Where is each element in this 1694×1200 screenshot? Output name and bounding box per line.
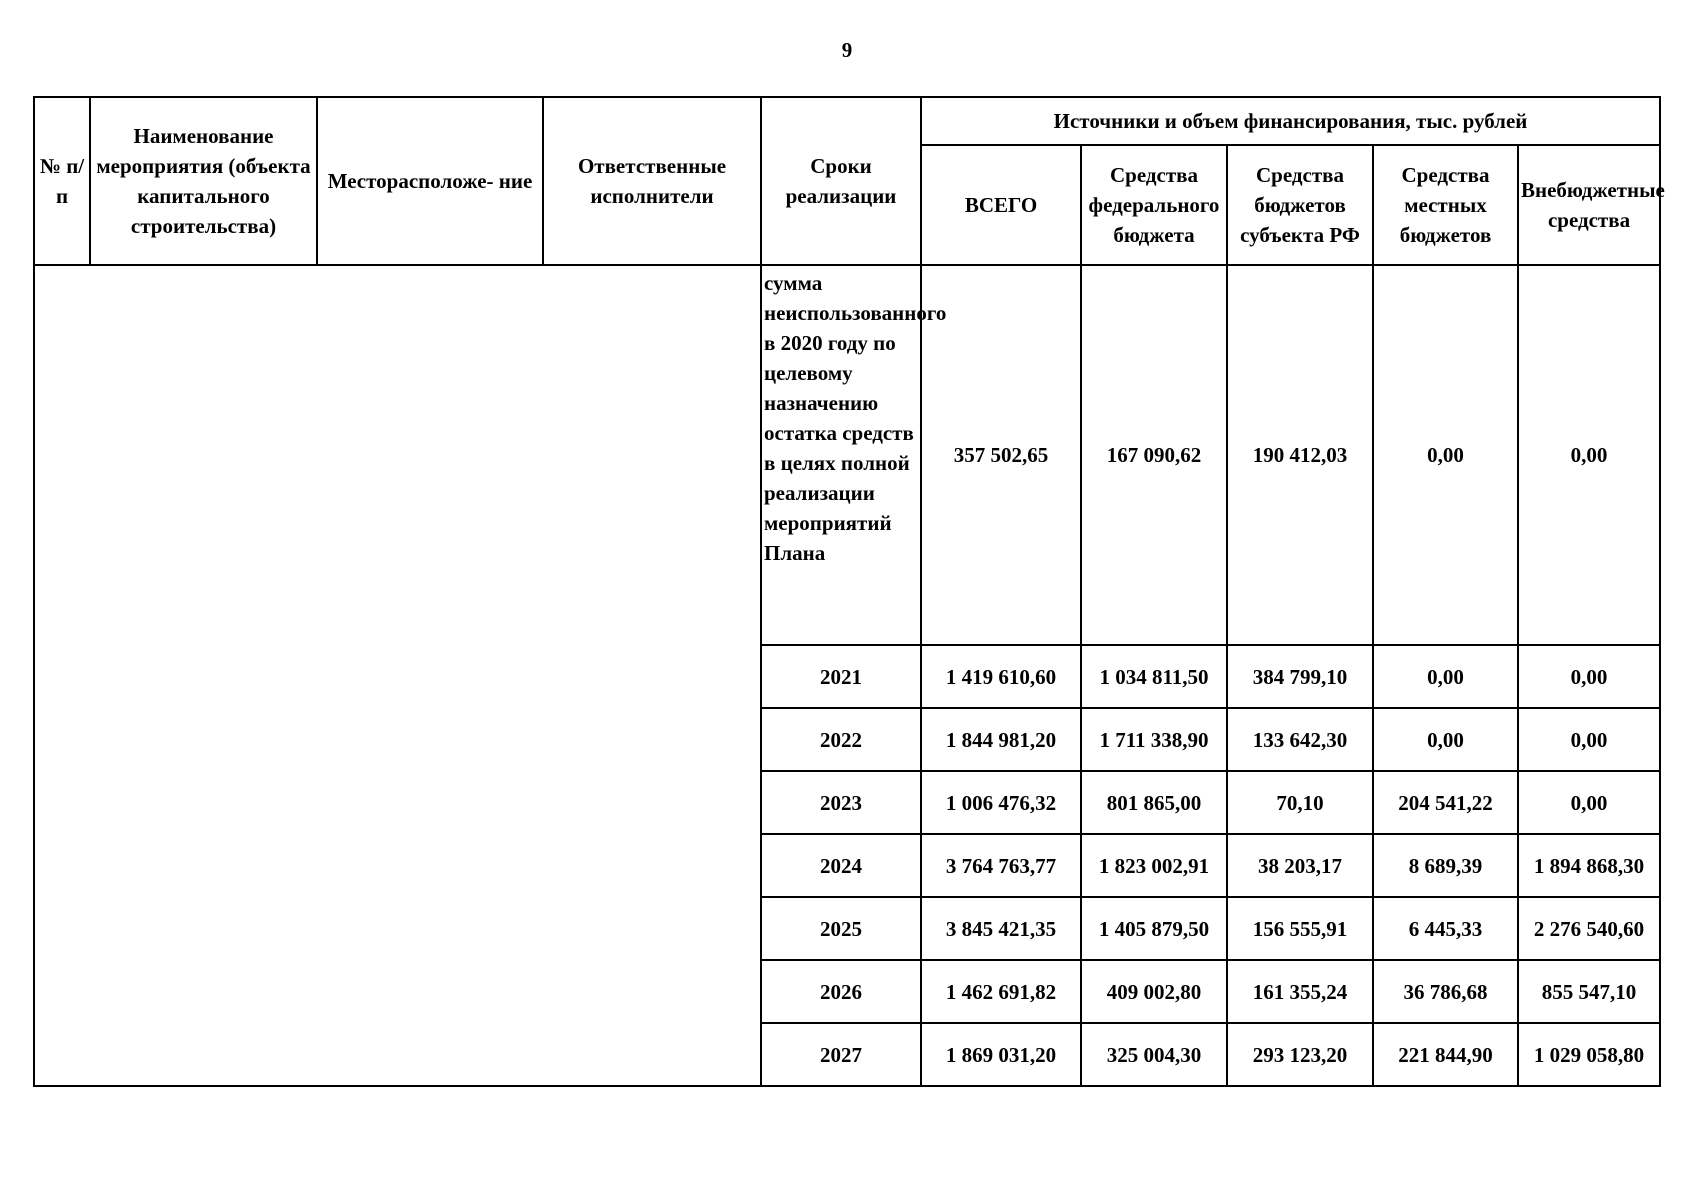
cell-subject: 384 799,10 xyxy=(1227,645,1373,708)
table-body xyxy=(34,265,1660,1086)
empty-merged-cell xyxy=(34,265,761,1086)
cell-federal: 1 405 879,50 xyxy=(1081,897,1227,960)
cell-federal: 325 004,30 xyxy=(1081,1023,1227,1086)
header-terms: Сроки реализации xyxy=(761,97,921,265)
header-funding-group: Источники и объем финансирования, тыс. рублей xyxy=(921,97,1660,145)
cell-total: 1 869 031,20 xyxy=(921,1023,1081,1086)
cell-term: 2023 xyxy=(761,771,921,834)
cell-local: 8 689,39 xyxy=(1373,834,1518,897)
cell-federal: 1 034 811,50 xyxy=(1081,645,1227,708)
cell-local: 0,00 xyxy=(1373,645,1518,708)
cell-term: 2024 xyxy=(761,834,921,897)
cell-total: 357 502,65 xyxy=(921,265,1081,645)
cell-total: 1 462 691,82 xyxy=(921,960,1081,1023)
cell-local: 0,00 xyxy=(1373,265,1518,645)
header-row-1 xyxy=(34,97,1660,145)
cell-total: 1 419 610,60 xyxy=(921,645,1081,708)
header-federal: Средства федерального бюджета xyxy=(1081,145,1227,265)
cell-federal: 801 865,00 xyxy=(1081,771,1227,834)
cell-local: 36 786,68 xyxy=(1373,960,1518,1023)
header-local: Средства местных бюджетов xyxy=(1373,145,1518,265)
cell-local: 221 844,90 xyxy=(1373,1023,1518,1086)
header-extra: Внебюджетные средства xyxy=(1518,145,1660,265)
cell-subject: 133 642,30 xyxy=(1227,708,1373,771)
cell-local: 204 541,22 xyxy=(1373,771,1518,834)
cell-subject: 38 203,17 xyxy=(1227,834,1373,897)
page-number: 9 xyxy=(841,38,853,62)
cell-subject: 156 555,91 xyxy=(1227,897,1373,960)
cell-total: 1 844 981,20 xyxy=(921,708,1081,771)
cell-extra: 1 894 868,30 xyxy=(1518,834,1660,897)
cell-term: 2026 xyxy=(761,960,921,1023)
term-note: сумма неиспользованного в 2020 году по целевому назначению остатка средств в целях полной реализации мероприятий Плана xyxy=(761,265,921,645)
cell-term: 2025 xyxy=(761,897,921,960)
cell-subject: 161 355,24 xyxy=(1227,960,1373,1023)
header-location: Месторасположе- ние xyxy=(317,97,543,265)
cell-subject: 190 412,03 xyxy=(1227,265,1373,645)
header-num: № п/п xyxy=(34,97,90,265)
header-total: ВСЕГО xyxy=(921,145,1081,265)
cell-federal: 1 823 002,91 xyxy=(1081,834,1227,897)
cell-federal: 409 002,80 xyxy=(1081,960,1227,1023)
cell-subject: 70,10 xyxy=(1227,771,1373,834)
table-row xyxy=(34,265,1660,645)
cell-extra: 0,00 xyxy=(1518,645,1660,708)
cell-term: 2027 xyxy=(761,1023,921,1086)
cell-extra: 1 029 058,80 xyxy=(1518,1023,1660,1086)
cell-total: 3 764 763,77 xyxy=(921,834,1081,897)
cell-federal: 1 711 338,90 xyxy=(1081,708,1227,771)
cell-extra: 0,00 xyxy=(1518,708,1660,771)
cell-federal: 167 090,62 xyxy=(1081,265,1227,645)
cell-extra: 0,00 xyxy=(1518,771,1660,834)
header-subject: Средства бюджетов субъекта РФ xyxy=(1227,145,1373,265)
cell-extra: 2 276 540,60 xyxy=(1518,897,1660,960)
cell-term: 2021 xyxy=(761,645,921,708)
cell-extra: 0,00 xyxy=(1518,265,1660,645)
header-name: Наименование мероприятия (объекта капитального строительства) xyxy=(90,97,317,265)
cell-extra: 855 547,10 xyxy=(1518,960,1660,1023)
cell-subject: 293 123,20 xyxy=(1227,1023,1373,1086)
cell-local: 0,00 xyxy=(1373,708,1518,771)
cell-total: 3 845 421,35 xyxy=(921,897,1081,960)
cell-local: 6 445,33 xyxy=(1373,897,1518,960)
cell-term: 2022 xyxy=(761,708,921,771)
header-responsible: Ответственные исполнители xyxy=(543,97,761,265)
cell-total: 1 006 476,32 xyxy=(921,771,1081,834)
financing-table xyxy=(33,96,1665,1087)
